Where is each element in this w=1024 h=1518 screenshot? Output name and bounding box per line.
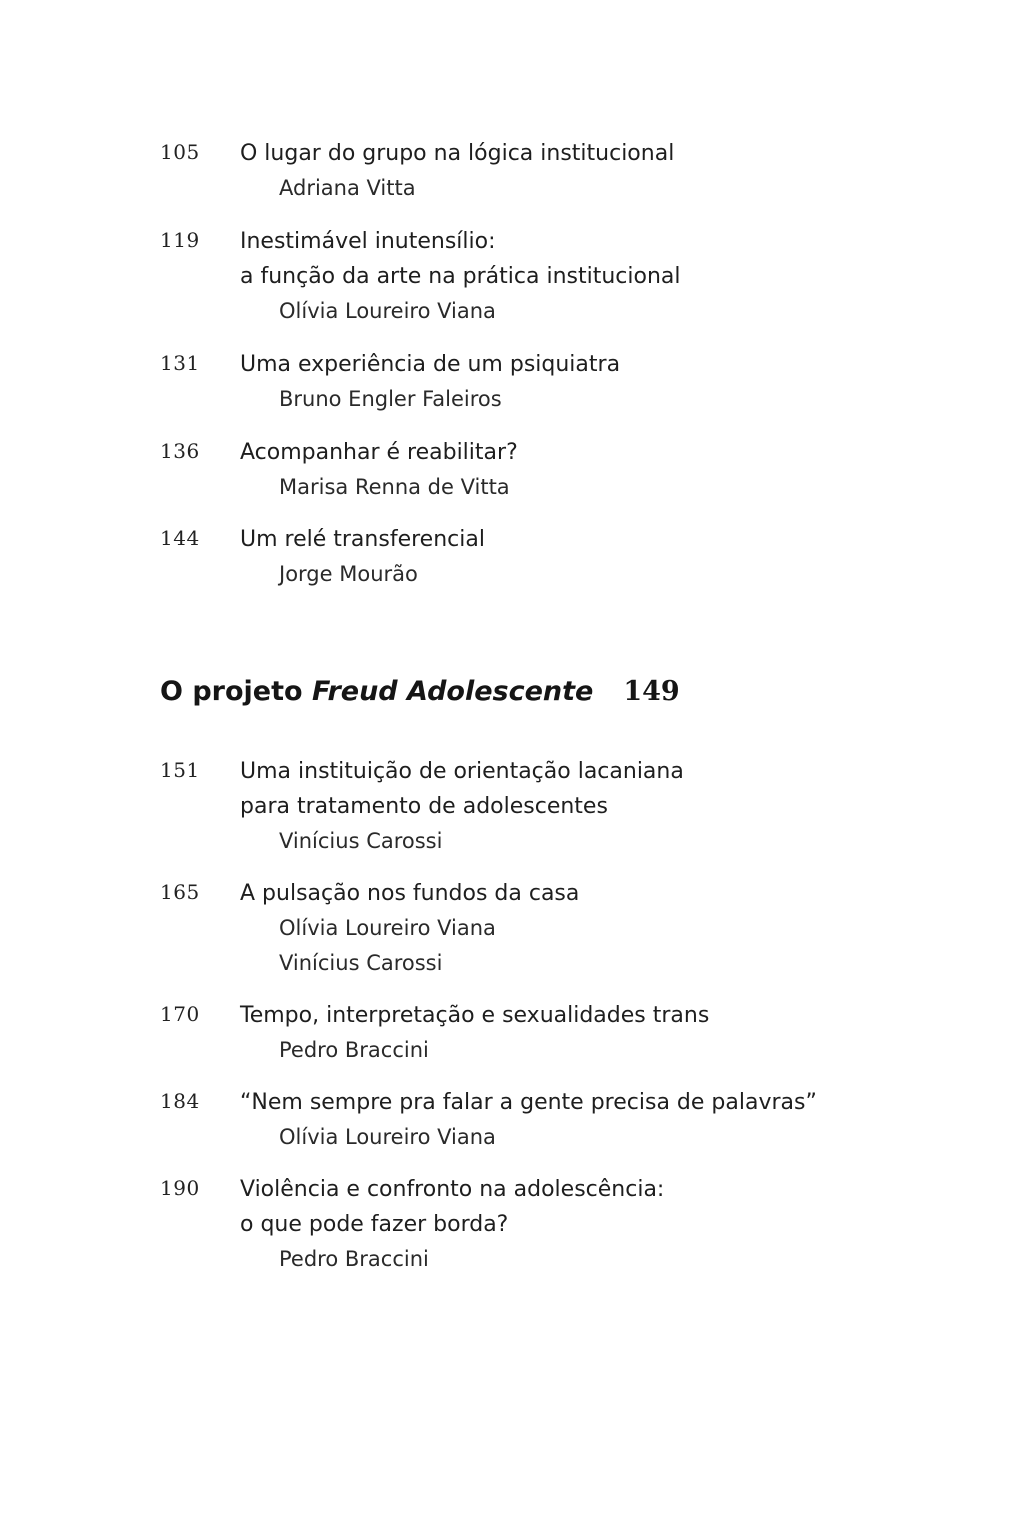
toc-entry-author: Jorge Mourão [279, 562, 418, 586]
toc-entry [160, 1172, 860, 1277]
toc-entry [160, 522, 860, 592]
toc-entry-author: Marisa Renna de Vitta [279, 475, 510, 499]
toc-page-number: 151 [160, 758, 200, 782]
toc-entry-title: Uma experiência de um psiquiatra [240, 352, 621, 377]
toc-entry-author: Olívia Loureiro Viana [279, 1125, 496, 1149]
toc-entry-author: Olívia Loureiro Viana [279, 916, 496, 940]
toc-entry-title: Uma instituição de orientação lacaniana [240, 759, 684, 784]
toc-page-number: 136 [160, 439, 200, 463]
toc-entry-title: Violência e confronto na adolescência: [240, 1177, 665, 1202]
toc-page-number: 170 [160, 1002, 200, 1026]
toc-entry-title: Inestimável inutensílio: [240, 229, 496, 254]
toc-entry-title: “Nem sempre pra falar a gente precisa de palavras” [240, 1090, 817, 1115]
toc-entry [160, 136, 860, 206]
toc-entry [160, 876, 860, 981]
toc-page-number: 190 [160, 1176, 200, 1200]
toc-entry-author: Vinícius Carossi [279, 829, 443, 853]
toc-entry-author: Vinícius Carossi [279, 951, 443, 975]
toc-entry-title: o que pode fazer borda? [240, 1212, 509, 1237]
toc-entry-title: Acompanhar é reabilitar? [240, 440, 518, 465]
toc-entry [160, 347, 860, 417]
toc-entry [160, 998, 860, 1068]
toc-entry-title: Um relé transferencial [240, 527, 485, 552]
toc-entry-title: A pulsação nos fundos da casa [240, 881, 580, 906]
toc-entry-title: a função da arte na prática institucional [240, 264, 681, 289]
section-heading-prefix: O projeto [160, 676, 312, 707]
toc-entry [160, 1085, 860, 1155]
toc-entry-author: Pedro Braccini [279, 1247, 429, 1271]
section-heading [160, 676, 680, 707]
section-page-number: 149 [623, 676, 680, 707]
section-heading-title: Freud Adolescente [311, 676, 594, 707]
toc-entry [160, 754, 860, 859]
toc-entry-title: O lugar do grupo na lógica institucional [240, 141, 675, 166]
toc-entry-title: para tratamento de adolescentes [240, 794, 608, 819]
toc-entry [160, 224, 860, 329]
toc-entry-author: Pedro Braccini [279, 1038, 429, 1062]
toc-page-number: 119 [160, 228, 200, 252]
toc-entry-author: Olívia Loureiro Viana [279, 299, 496, 323]
toc-page-number: 131 [160, 351, 200, 375]
toc-page-number: 165 [160, 880, 200, 904]
toc-page-number: 144 [160, 526, 200, 550]
toc-entry-author: Adriana Vitta [279, 176, 416, 200]
toc-page-number: 184 [160, 1089, 200, 1113]
toc-entry-title: Tempo, interpretação e sexualidades trans [240, 1003, 710, 1028]
toc-entry-author: Bruno Engler Faleiros [279, 387, 502, 411]
toc-page-number: 105 [160, 140, 200, 164]
toc-entry [160, 435, 860, 505]
